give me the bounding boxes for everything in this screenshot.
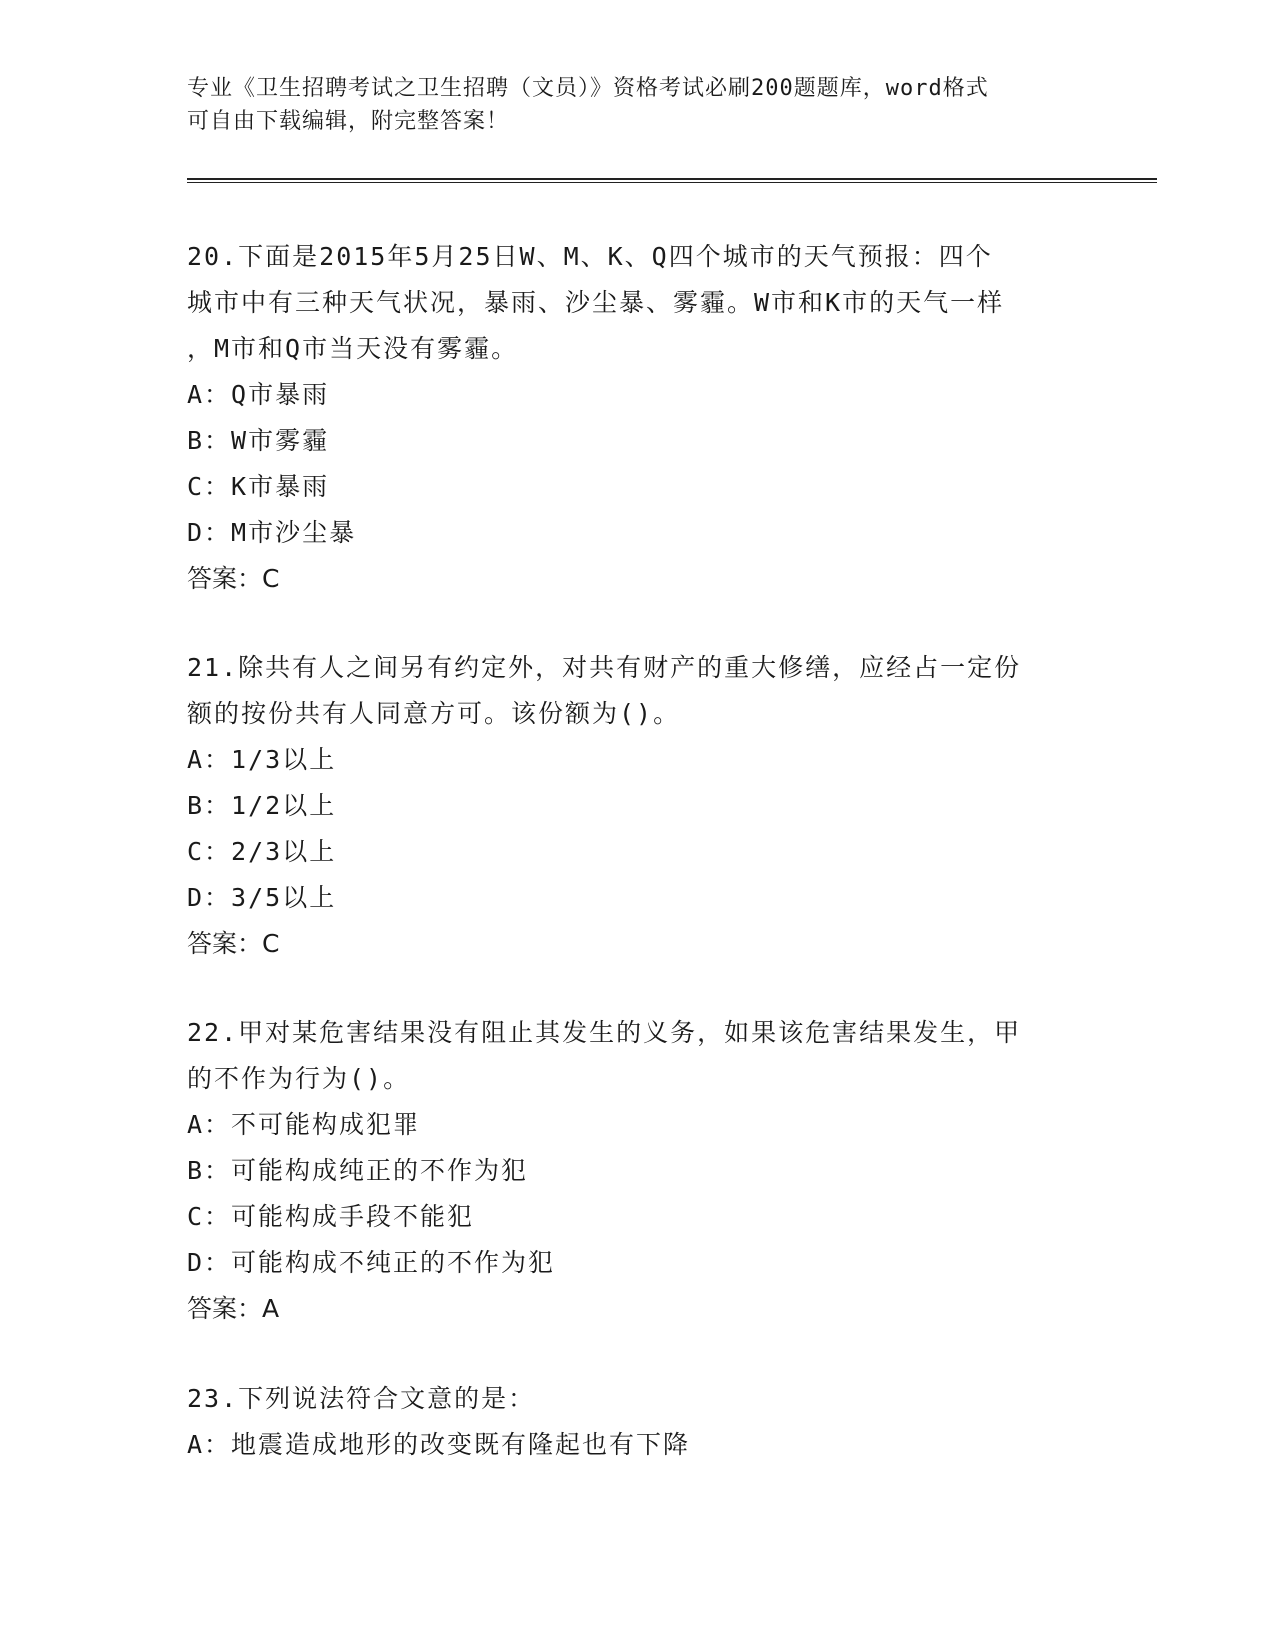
question-stem-line: 22.甲对某危害结果没有阻止其发生的义务，如果该危害结果发生，甲 (187, 1018, 1022, 1047)
option-c: C：K市暴雨 (187, 472, 330, 501)
question-stem-line: 23.下列说法符合文意的是： (187, 1384, 536, 1413)
option-a: A：地震造成地形的改变既有隆起也有下降 (187, 1430, 691, 1459)
option-a: A：Q市暴雨 (187, 380, 330, 409)
question-stem-line: 额的按份共有人同意方可。该份额为()。 (187, 699, 681, 728)
answer: 答案：C (187, 929, 280, 958)
header-title-line-2: 可自由下载编辑，附完整答案！ (187, 109, 510, 134)
answer: 答案：A (187, 1294, 280, 1323)
document-header (187, 72, 1087, 138)
option-b: B：1/2以上 (187, 791, 337, 820)
option-a: A：不可能构成犯罪 (187, 1110, 421, 1139)
question-stem-line: 21.除共有人之间另有约定外，对共有财产的重大修缮，应经占一定份 (187, 653, 1022, 682)
option-d: D：可能构成不纯正的不作为犯 (187, 1248, 556, 1277)
option-c: C：可能构成手段不能犯 (187, 1202, 475, 1231)
option-a: A：1/3以上 (187, 745, 337, 774)
header-title-line-1: 专业《卫生招聘考试之卫生招聘（文员）》资格考试必刷200题题库，word格式 (187, 76, 989, 101)
header-divider (187, 178, 1157, 183)
question-20 (187, 234, 1087, 602)
option-c: C：2/3以上 (187, 837, 337, 866)
option-d: D：M市沙尘暴 (187, 518, 357, 547)
question-22 (187, 1010, 1087, 1332)
question-stem-line: 20.下面是2015年5月25日W、M、K、Q四个城市的天气预报：四个 (187, 242, 993, 271)
answer: 答案：C (187, 564, 280, 593)
question-stem-line: 城市中有三种天气状况，暴雨、沙尘暴、雾霾。W市和K市的天气一样 (187, 288, 1005, 317)
question-stem-line: 的不作为行为()。 (187, 1064, 411, 1093)
question-23 (187, 1376, 1087, 1468)
question-21 (187, 645, 1087, 967)
option-b: B：可能构成纯正的不作为犯 (187, 1156, 529, 1185)
option-d: D：3/5以上 (187, 883, 337, 912)
option-b: B：W市雾霾 (187, 426, 330, 455)
question-stem-line: ，M市和Q市当天没有雾霾。 (187, 334, 519, 363)
